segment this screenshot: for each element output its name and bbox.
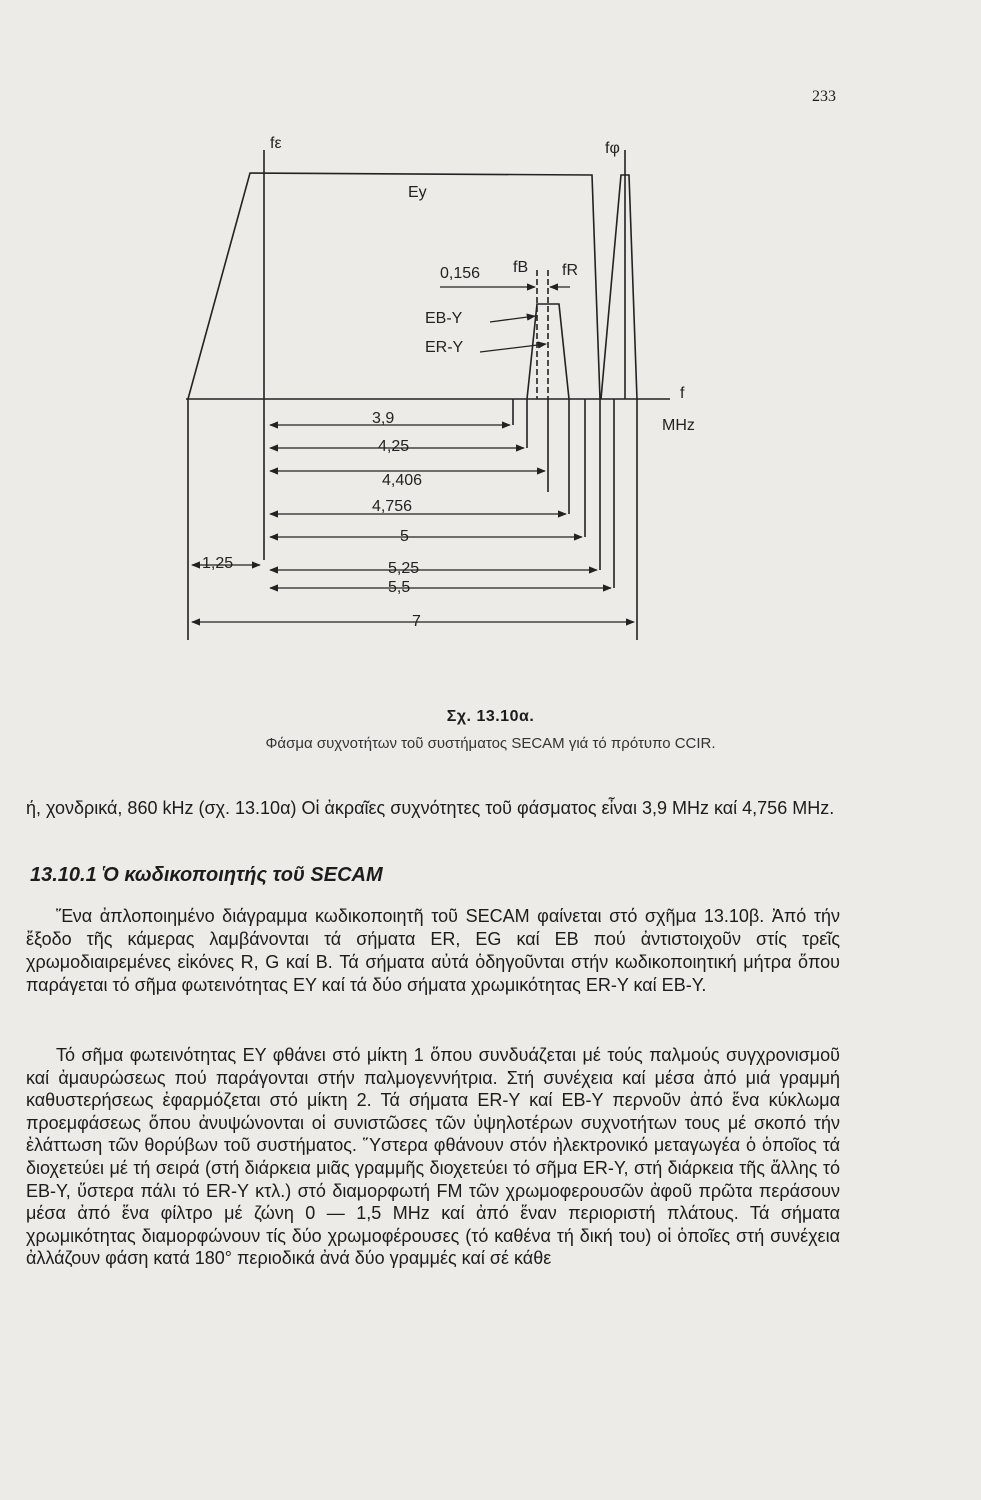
body-paragraph-2: Ἕνα ἀπλοποιημένο διάγραμμα κωδικοποιητῆ τοῦ SECAM φαίνεται στό σχῆμα 13.10β. Ἀπό τήν ἔξοδο τῆς κάμερας λαμβάνονται τά σήματα ER, EG καί EB πού ἀντιστοιχοῦν στίς τρεῖς χρωμοδιαιρεμένες εἰκόνες R, G καί B. Τά σήματα αὐτά ὁδηγοῦνται στήν κωδικοποιητική μήτρα ὅπου παράγεται τό σῆμα φωτεινότητας EY καί τά δύο σήματα χρωμικότητας ER-Y καί EB-Y. [26, 906, 840, 995]
fr-label: fR [562, 262, 578, 279]
freq-mark-3-9: 3,9 [372, 410, 395, 427]
freq-mark-7: 7 [412, 613, 421, 630]
ery-label: ER-Y [425, 339, 464, 356]
secam-spectrum-figure [0, 0, 981, 700]
freq-mark-4-406: 4,406 [382, 472, 423, 489]
body-paragraph-3: Τό σῆμα φωτεινότητας EY φθάνει στό μίκτη 1 ὅπου συνδυάζεται μέ τούς παλμούς συγχρονισμοῦ καί ἀμαυρώσεως πού παράγονται στήν παλμογεννήτρια. Στή συνέχεια καί μέσα ἀπό μιά γραμμή καθυστερήσεως ἐφαρμόζεται στό μίκτη 2. Τά σήματα ER-Y καί EB-Y περνοῦν ἀπό ἕνα κύκλωμα προεμφάσεως ὅπου ἀνυψώνονται οἱ συνιστῶσες τῶν ὑψηλοτέρων συχνοτήτων τους μέ σκοπό τήν ἐλάττωση τῶν θορύβων τοῦ συστήματος. Ὕστερα φθάνουν στόν ἠλεκτρονικό μεταγωγέα ὁ ὁποῖος τά διοχετεύει μέ τή σειρά (στή διάρκεια μιᾶς γραμμῆς διοχετεύει τό σῆμα ER-Y, στή διάρκεια τῆς ἄλλης τό EB-Y, ὕστερα πάλι τό ER-Y κτλ.) στό διαμορφωτή FM τῶν χρωμοφερουσῶν ἀφοῦ πρῶτα περάσουν μέσα ἀπό ἕνα φίλτρο μέ ζώνη 0 — 1,5 MHz καί ἀπό ἕναν περιοριστή πλάτους. Τά σήματα χρωμικότητας διαμορφώνουν τίς δύο χρωμοφέρουσες (τό καθένα τή δική του) οἱ ὁποῖες στή συνέχεια ἀλλάζουν φάση κατά 180° περιοδικά ἀνά δύο γραμμές καί σέ κάθε [26, 1045, 840, 1269]
ey-label: Ey [408, 184, 427, 201]
fb-label: fB [513, 259, 529, 276]
freq-mark-5-25: 5,25 [388, 560, 420, 577]
eby-label: EB-Y [425, 310, 463, 327]
fphi-label: fφ [605, 140, 620, 157]
freq-mark-4-756: 4,756 [372, 498, 413, 515]
figure-caption-text: Φάσμα συχνοτήτων τοῦ συστήματος SECAM γιά τό πρότυπο CCIR. [265, 735, 716, 752]
body-paragraph-1: ή, χονδρικά, 860 kHz (σχ. 13.10α) Οἱ ἀκραῖες συχνότητες τοῦ φάσματος εἶναι 3,9 MHz καί 4,756 MHz. [26, 798, 835, 818]
freq-mark-5: 5 [400, 528, 409, 545]
spectrum-diagram [0, 0, 981, 700]
freq-mark-5-5: 5,5 [388, 579, 411, 596]
freq-mark-4-25: 4,25 [378, 438, 410, 455]
page-number: 233 [812, 88, 836, 105]
spacing-label: 0,156 [440, 265, 481, 282]
unit-label: MHz [662, 417, 695, 434]
luminance-band-outline [188, 173, 600, 399]
section-title: 13.10.1 Ὁ κωδικοποιητής τοῦ SECAM [30, 864, 383, 886]
sound-carrier-peak [601, 175, 637, 399]
f-axis-label: f [680, 385, 685, 402]
fe-label: fε [270, 135, 282, 152]
figure-caption-title: Σχ. 13.10α. [446, 708, 535, 725]
left-mark-1-25: 1,25 [202, 555, 234, 572]
